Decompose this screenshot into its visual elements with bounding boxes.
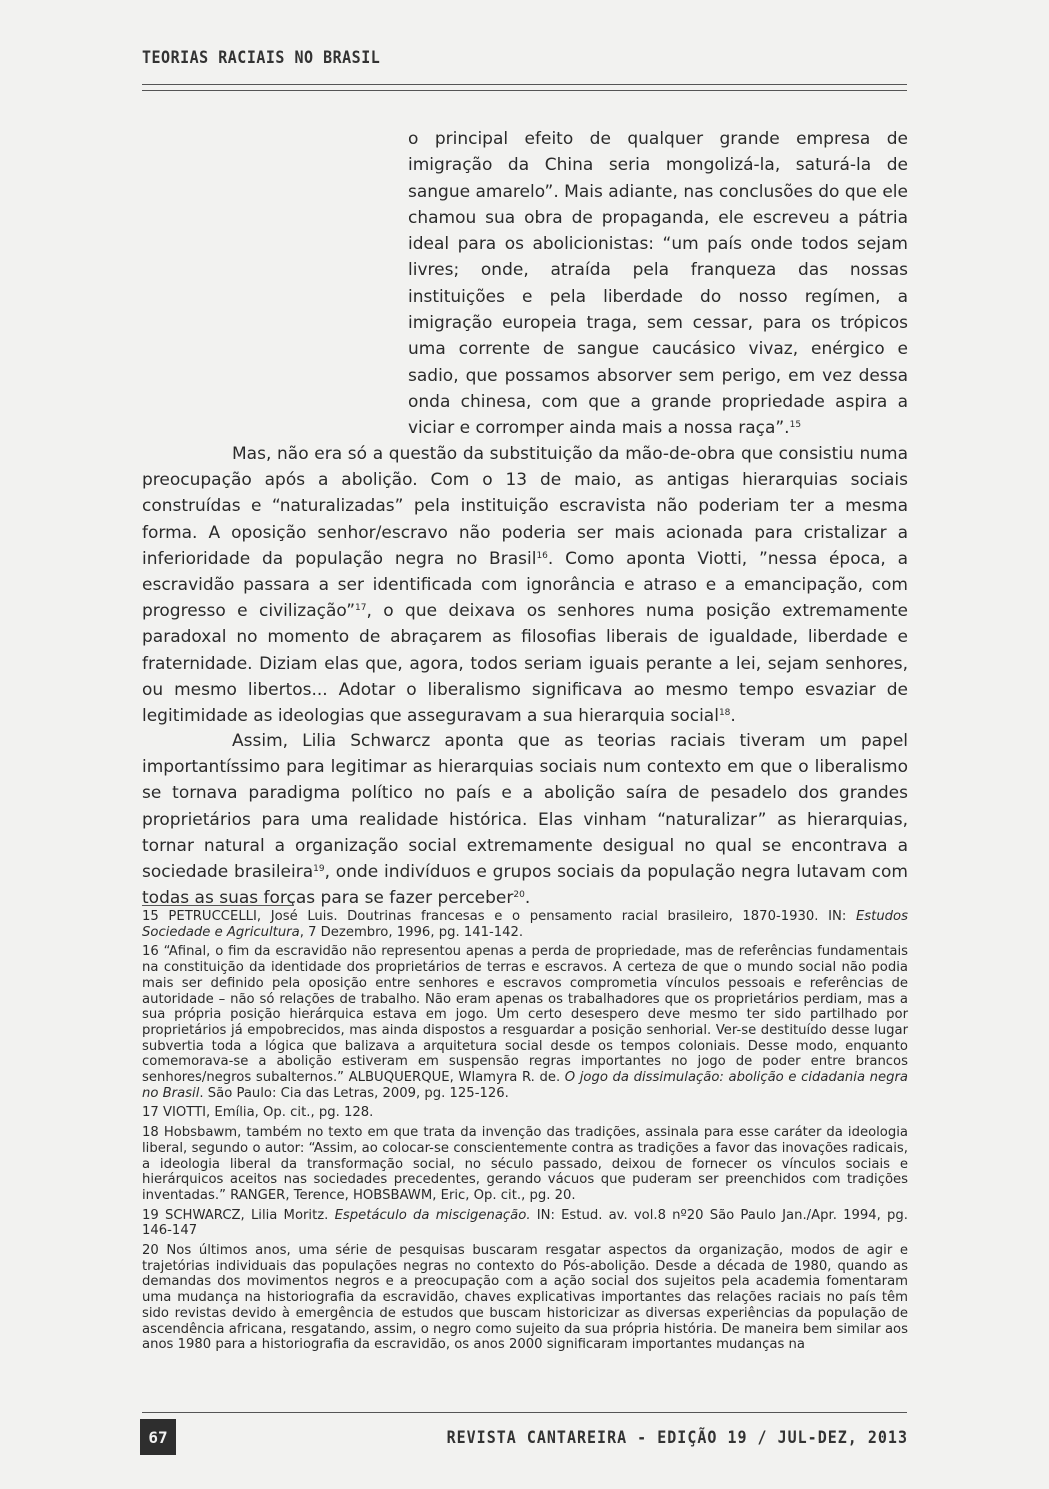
- footnote-18: 18 Hobsbawm, também no texto em que trata da invenção das tradições, assinala para esse caráter da ideologia liberal, segundo o autor: “Assim, ao colocar-se conscientemente contra as tradições a favor das inovações radicais, a ideologia liberal da transformação social, no século passado, deixou de fornecer os vínculos sociais e hierárquicos aceitos nas sociedades precedentes, gerando vácuos que puderam ser preenchidos com tradições inventadas.” RANGER, Terence, HOBSBAWM, Eric, Op. cit., pg. 20.: [142, 1125, 908, 1203]
- quote-text: o principal efeito de qualquer grande empresa de imigração da China seria mongolizá-la, saturá-la de sangue amarelo”. Mais adiante, nas conclusões do que ele chamou sua obra de propaganda, ele escreveu a pátria ideal para os abolicionistas: “um país onde todos sejam livres; onde, atraída pela franqueza das nossas instituições e pela liberdade do nosso regímen, a imigração europeia traga, sem cessar, para os trópicos uma corrente de sangue caucásico vivaz, enérgico e sadio, que possamos absorver sem perigo, em vez dessa onda chinesa, com que a grande propriedade aspira a viciar e corromper ainda mais a nossa raça”.: [408, 129, 908, 439]
- body-paragraph-2: [142, 728, 908, 911]
- footer-rule: [142, 1412, 907, 1413]
- footnote-ref: 17: [355, 603, 367, 614]
- italic-title: Estudos Sociedade e Agricultura: [142, 909, 908, 940]
- text-run: IN: Estud. av. vol.8 nº20 São Paulo Jan./Apr. 1994, pg. 146-147: [142, 1207, 908, 1239]
- italic-title: O jogo da dissimulação: abolição e cidadania negra no Brasil: [142, 1070, 908, 1101]
- footnote-16: [142, 944, 908, 1101]
- text-run: 16 “Afinal, o fim da escravidão não representou apenas a perda de propriedade, mas de referências fundamentais na constituição da identidade dos proprietários de terras e escravos. A certeza de que o mundo social não podia mais ser definido pela oposição entre senhores e escravos comprometia vínculos pessoais e referências de autoridade – não só relações de trabalho. Não eram apenas os trabalhadores que os proprietários perdiam, mas a sua própria posição hierárquica estava em jogo. Um certo desespero deve mesmo ter sido partilhado por proprietários já empobrecidos, mas ainda dispostos a resguardar a posição senhorial. Ver-se destituído desse lugar subvertia toda a lógica que balizava a arquitetura social desde os tempos coloniais. Desse modo, enquanto comemorava-se a abolição estiveram em suspensão regras importantes no jogo de poder entre brancos senhores/negros subalternos.” ALBUQUERQUE, Wlamyra R. de.: [142, 944, 908, 1086]
- text-run: , o que deixava os senhores numa posição extremamente paradoxal no momento de abraçarem as filosofias liberais de igualdade, liberdade e fraternidade. Diziam elas que, agora, todos seriam iguais perante a lei, sejam senhores, ou mesmo libertos... Adotar o liberalismo significava ao mesmo tempo esvaziar de legitimidade as ideologias que asseguravam a sua hierarquia social: [142, 601, 909, 727]
- text-run: Mas, não era só a questão da substituição da mão-de-obra que consistiu numa preocupação após a abolição. Com o 13 de maio, as antigas hierarquias sociais construídas e “naturalizadas” pela instituição escravista não poderiam ter a mesma forma. A oposição senhor/escravo não poderia ser mais acionada para cristalizar a inferioridade da população negra no Brasil: [142, 444, 908, 569]
- text-run: . São Paulo: Cia das Letras, 2009, pg. 125-126.: [199, 1085, 509, 1101]
- italic-title: Espetáculo da miscigenação.: [334, 1207, 531, 1223]
- text-run: , 7 Dezembro, 1996, pg. 141-142.: [299, 924, 524, 940]
- page-number: 67: [140, 1419, 176, 1455]
- text-run: Assim, Lilia Schwarcz aponta que as teorias raciais tiveram um papel importantíssimo para legitimar as hierarquias sociais num contexto em que o liberalismo se tornava paradigma político no país e a abolição saíra de pesadelo dos grandes proprietários para uma realidade histórica. Elas vinham “naturalizar” as hierarquias, tornar natural a organização social extremamente desigual no qual se encontrava a sociedade brasileira: [142, 731, 908, 883]
- text-run: .: [730, 706, 736, 727]
- footnote-ref: 20: [513, 890, 525, 901]
- footnote-ref: 16: [536, 550, 548, 561]
- footnote-17: 17 VIOTTI, Emília, Op. cit., pg. 128.: [142, 1105, 374, 1121]
- footnote-15: [142, 909, 908, 940]
- footnote-20: 20 Nos últimos anos, uma série de pesquisas buscaram resgatar aspectos da organização, modos de agir e trajetórias individuais das populações negras no contexto do Pós-abolição. Desde a década de 1980, quando as demandas dos movimentos negros e a preocupação com a ação social dos sujeitos pela academia fomentaram uma mudança na historiografia da escravidão, chaves explicativas importantes das relações raciais no país têm sido revistas devido à emergência de estudos que buscam historicizar as diversas experiências da população de ascendência africana, resgatando, assim, o negro como sujeito da sua própria história. De maneira bem similar aos anos 1980 para a historiografia da escravidão, os anos 2000 significaram importantes mudanças na: [142, 1243, 908, 1353]
- text-run: , onde indivíduos e grupos sociais da população negra lutavam com todas as suas forças para se fazer perceber: [142, 862, 908, 909]
- footnote-ref: 15: [789, 420, 802, 431]
- footnotes: [142, 909, 908, 1357]
- block-quote: [408, 126, 908, 442]
- footnote-separator: [142, 905, 294, 906]
- journal-footer: REVISTA CANTAREIRA - EDIÇÃO 19 / JUL-DEZ, 2013: [446, 1427, 908, 1448]
- footnote-19: [142, 1208, 908, 1239]
- text-run: 15 PETRUCCELLI, José Luis. Doutrinas francesas e o pensamento racial brasileiro, 1870-1930. IN:: [142, 909, 856, 924]
- body-paragraph-1: [142, 441, 908, 729]
- footnote-ref: 18: [718, 708, 731, 719]
- running-header: TEORIAS RACIAIS NO BRASIL: [142, 47, 381, 68]
- footnote-ref: 19: [313, 864, 325, 875]
- text-run: . Como aponta Viotti, ”nessa época, a escravidão passara a ser identificada com ignorância e atraso e a emancipação, com progresso e civilização”: [142, 548, 908, 622]
- header-rule: [142, 84, 907, 91]
- text-run: 19 SCHWARCZ, Lilia Moritz.: [142, 1207, 335, 1223]
- text-run: .: [524, 888, 531, 909]
